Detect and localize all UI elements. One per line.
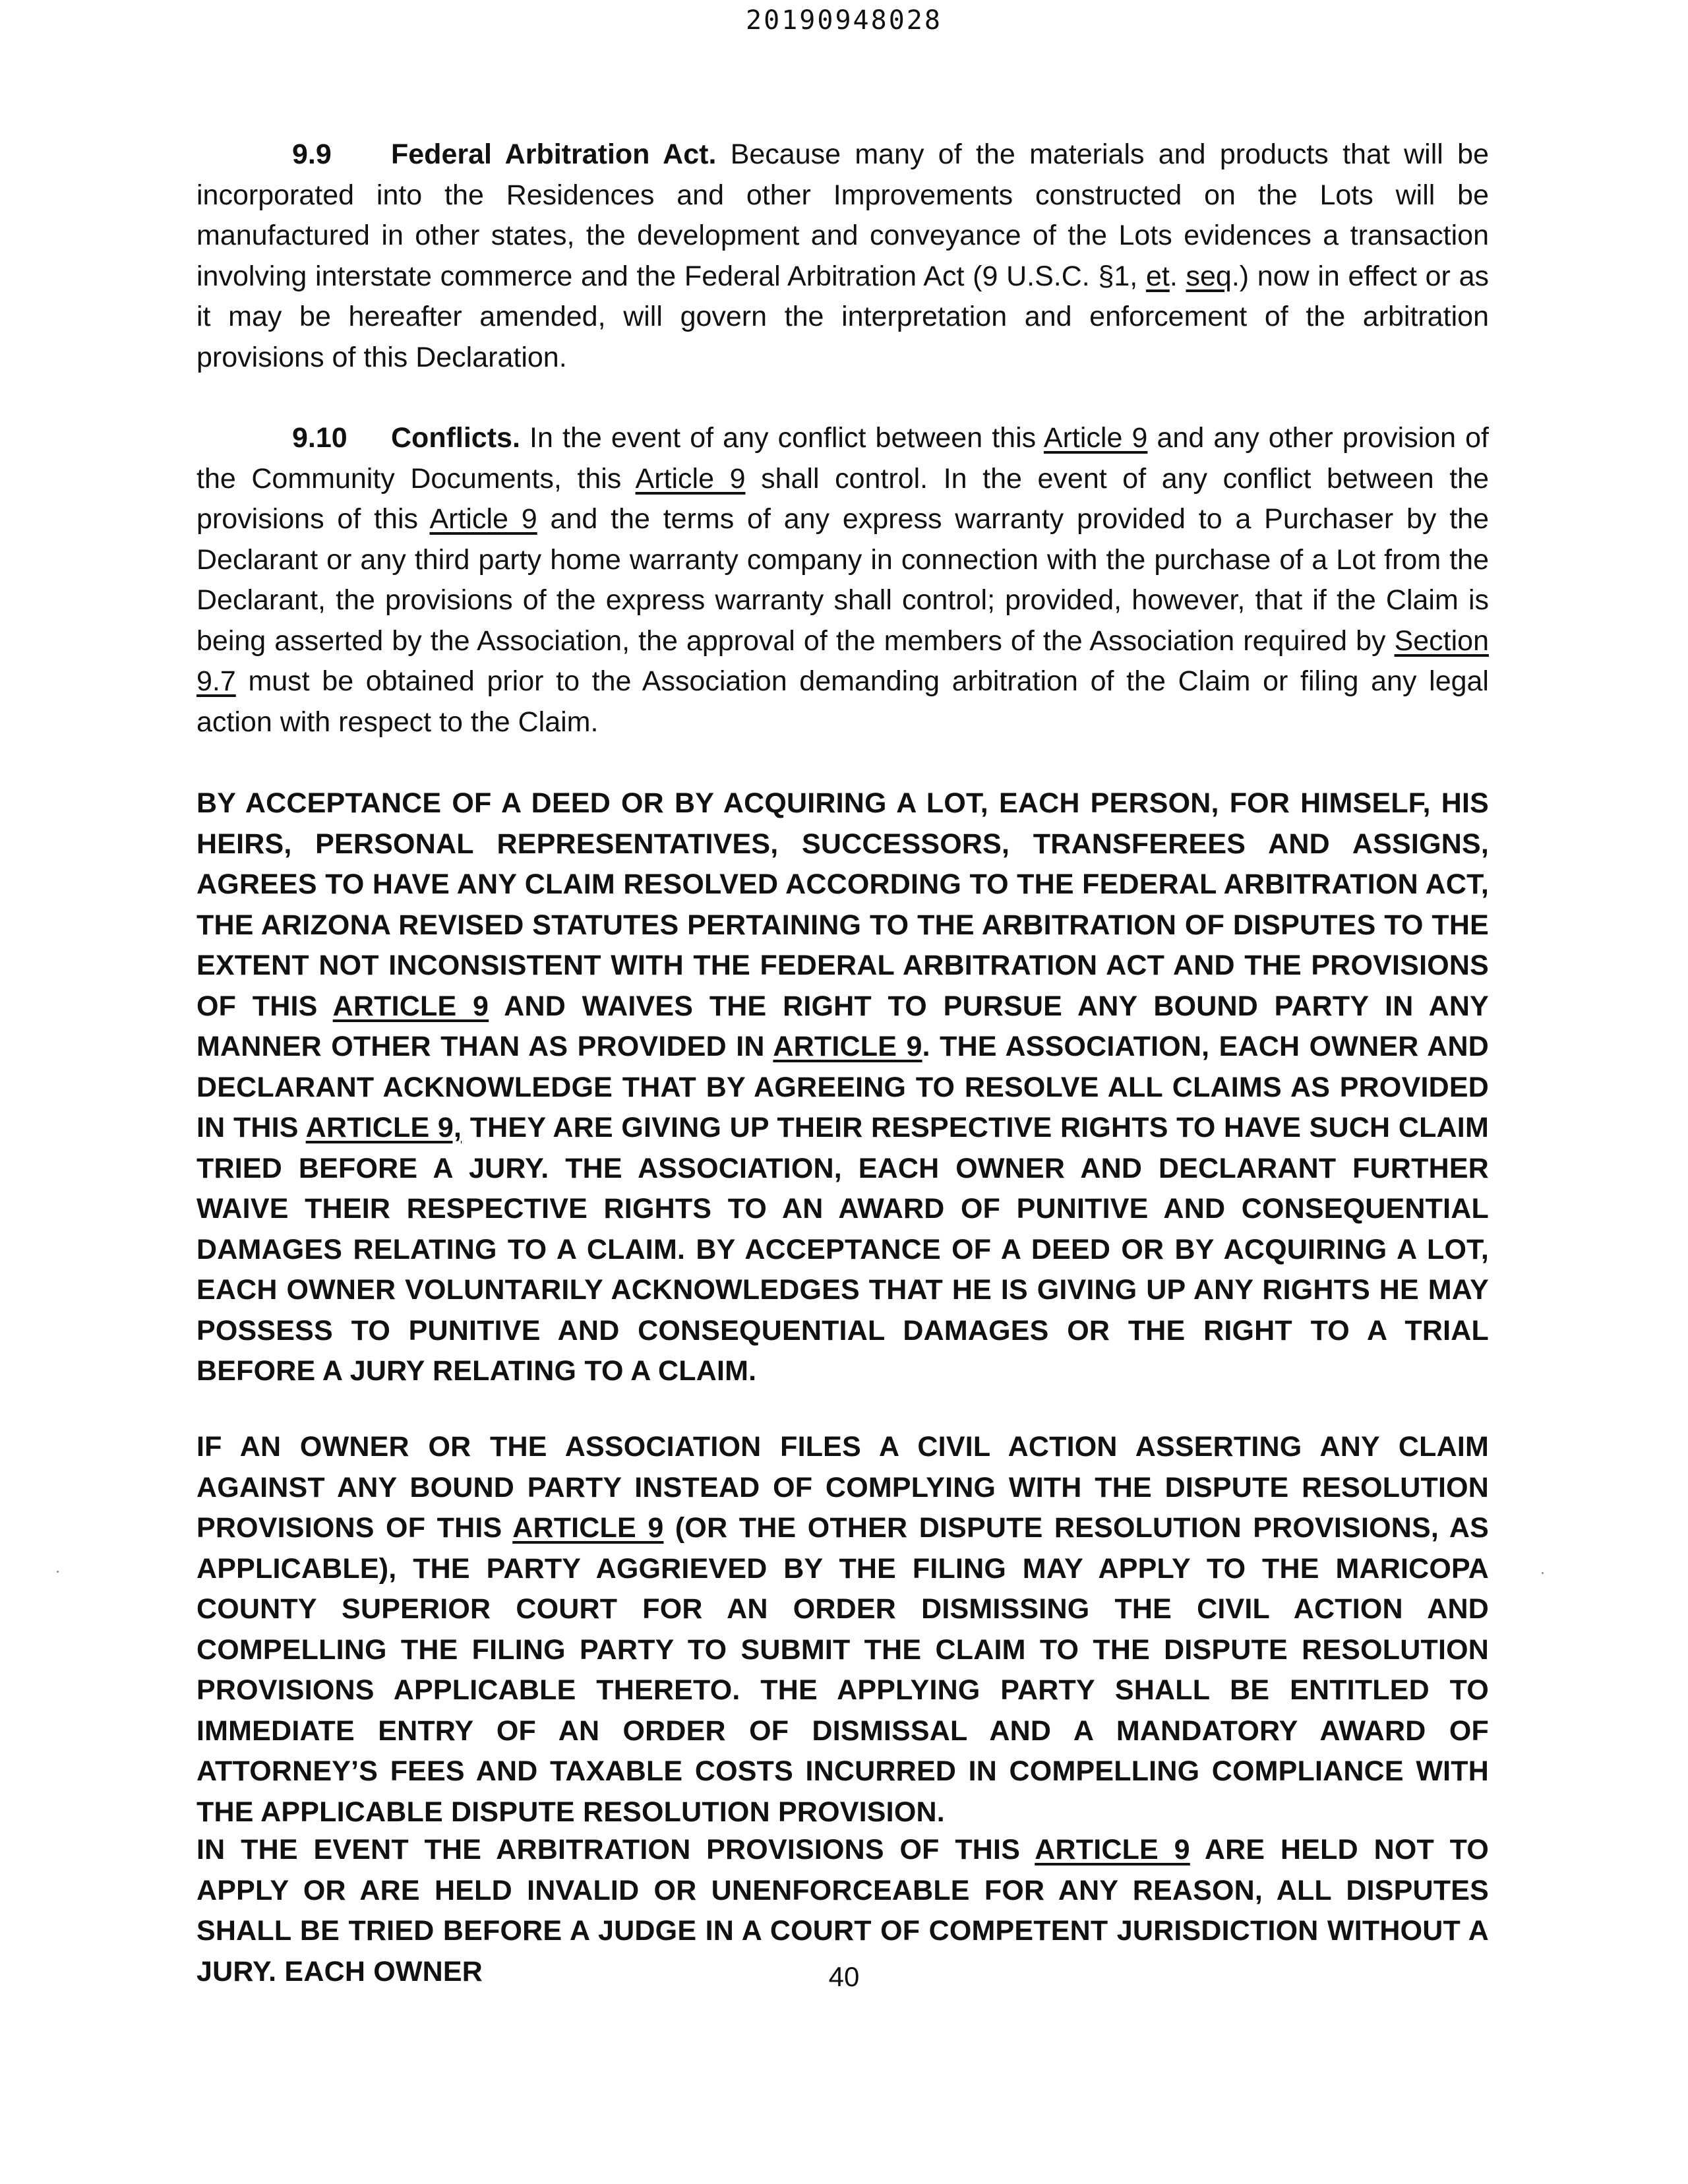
section-heading: Conflicts.: [391, 422, 520, 454]
paragraph-text: (OR THE OTHER DISPUTE RESOLUTION PROVISIONS, AS APPLICABLE), THE PARTY AGGRIEVED BY THE FILING MAY APPLY TO THE MARICOPA COUNTY SUPERIOR COURT FOR AN ORDER DISMISSING THE CIVIL ACTION AND COMPELLING THE FILING PARTY TO SUBMIT THE CLAIM TO THE DISPUTE RESOLUTION PROVISIONS APPLICABLE THERETO. THE APPLYING PARTY SHALL BE ENTITLED TO IMMEDIATE ENTRY OF AN ORDER OF DISMISSAL AND A MANDATORY AWARD OF ATTORNEY’S FEES AND TAXABLE COSTS INCURRED IN COMPELLING COMPLIANCE WITH THE APPLICABLE DISPUTE RESOLUTION PROVISION.: [196, 1512, 1489, 1828]
paragraph-text: . THE ASSOCIATION, EACH OWNER AND DECLARANT ACKNOWLEDGE THAT BY AGREEING TO RESOLVE ALL CLAIMS AS PROVIDED IN THIS: [196, 1031, 1489, 1143]
paragraph-text: ARE HELD NOT TO APPLY OR ARE HELD INVALID OR UNENFORCEABLE FOR ANY REASON, ALL DISPUTES SHALL BE TRIED BEFORE A JUDGE IN A COURT OF COMPETENT JURISDICTION WITHOUT A JURY. EACH OWNER: [196, 1834, 1490, 1987]
section-text: .) now in effect or as it may be hereafter amended, will govern the interpretation and enforcement of the arbitration provisions of this Declaration.: [196, 260, 1489, 373]
article-reference: Article 9: [1043, 422, 1148, 454]
paragraph-text: AND WAIVES THE RIGHT TO PURSUE ANY BOUND PARTY IN ANY MANNER OTHER THAN AS PROVIDED IN: [196, 990, 1490, 1062]
section-text: must be obtained prior to the Association demanding arbitration of the Claim or filing any legal action with respect to the Claim.: [196, 665, 1489, 738]
article-reference: ARTICLE 9: [512, 1512, 664, 1544]
article-reference: ARTICLE 9: [332, 990, 489, 1022]
page-number: 40: [828, 1961, 860, 1992]
section-text: In the event of any conflict between this: [520, 422, 1044, 454]
article-reference: ARTICLE 9: [773, 1031, 922, 1062]
scan-speck: [1542, 1572, 1544, 1574]
article-reference: ARTICLE 9,: [305, 1112, 462, 1143]
section-text: shall control. In the event of any conflict between the provisions of this: [196, 462, 1489, 535]
section-text: Because many of the materials and products that will be incorporated into the Residences and other Improvements constructed on the Lots will be manufactured in other states, the development and conveyance of the Lots evidences a transaction involving interstate commerce and the Federal Arbitration Act (9 U.S.C. §1,: [196, 138, 1489, 292]
document-number: 20190948028: [746, 5, 942, 36]
paragraph-text: BY ACCEPTANCE OF A DEED OR BY ACQUIRING A LOT, EACH PERSON, FOR HIMSELF, HIS HEIRS, PERSONAL REPRESENTATIVES, SUCCESSORS, TRANSFEREES AND ASSIGNS, AGREES TO HAVE ANY CLAIM RESOLVED ACCORDING TO THE FEDERAL ARBITRATION ACT, THE ARIZONA REVISED STATUTES PERTAINING TO THE ARBITRATION OF DISPUTES TO THE EXTENT NOT INCONSISTENT WITH THE FEDERAL ARBITRATION ACT AND THE PROVISIONS OF THIS: [196, 787, 1489, 1022]
article-reference: ARTICLE 9: [1035, 1834, 1190, 1866]
section-9-9: [196, 135, 1489, 378]
section-text: and the terms of any express warranty provided to a Purchaser by the Declarant or any third party home warranty company in connection with the purchase of a Lot from the Declarant, the provisions of the express warranty shall control; provided, however, that if the Claim is being asserted by the Association, the approval of the members of the Association required by: [196, 503, 1490, 657]
paragraph-text: THEY ARE GIVING UP THEIR RESPECTIVE RIGHTS TO HAVE SUCH CLAIM TRIED BEFORE A JURY. THE ASSOCIATION, EACH OWNER AND DECLARANT FURTHER WAIVE THEIR RESPECTIVE RIGHTS TO AN AWARD OF PUNITIVE AND CONSEQUENTIAL DAMAGES RELATING TO A CLAIM. BY ACCEPTANCE OF A DEED OR BY ACQUIRING A LOT, EACH OWNER VOLUNTARILY ACKNOWLEDGES THAT HE IS GIVING UP ANY RIGHTS HE MAY POSSESS TO PUNITIVE AND CONSEQUENTIAL DAMAGES OR THE RIGHT TO A TRIAL BEFORE A JURY RELATING TO A CLAIM.: [196, 1112, 1489, 1387]
jury-waiver-paragraph: [196, 783, 1489, 1392]
civil-action-paragraph: [196, 1427, 1489, 1833]
citation-separator: .: [1169, 260, 1186, 292]
citation-et: et: [1145, 260, 1170, 292]
scan-speck: [57, 1571, 59, 1573]
paragraph-text: IF AN OWNER OR THE ASSOCIATION FILES A CIVIL ACTION ASSERTING ANY CLAIM AGAINST ANY BOUND PARTY INSTEAD OF COMPLYING WITH THE DISPUTE RESOLUTION PROVISIONS OF THIS: [196, 1431, 1489, 1544]
section-reference: Section 9.7: [196, 624, 1489, 697]
section-text: and any other provision of the Community Documents, this: [196, 422, 1489, 495]
article-reference: Article 9: [635, 462, 746, 495]
paragraph-text: IN THE EVENT THE ARBITRATION PROVISIONS OF THIS: [196, 1834, 1035, 1866]
section-number: 9.9: [292, 138, 332, 170]
citation-seq: seq: [1186, 260, 1232, 292]
article-reference: Article 9: [429, 503, 537, 535]
section-heading: Federal Arbitration Act.: [391, 138, 717, 170]
section-9-10: [196, 418, 1489, 743]
section-number: 9.10: [292, 422, 347, 454]
